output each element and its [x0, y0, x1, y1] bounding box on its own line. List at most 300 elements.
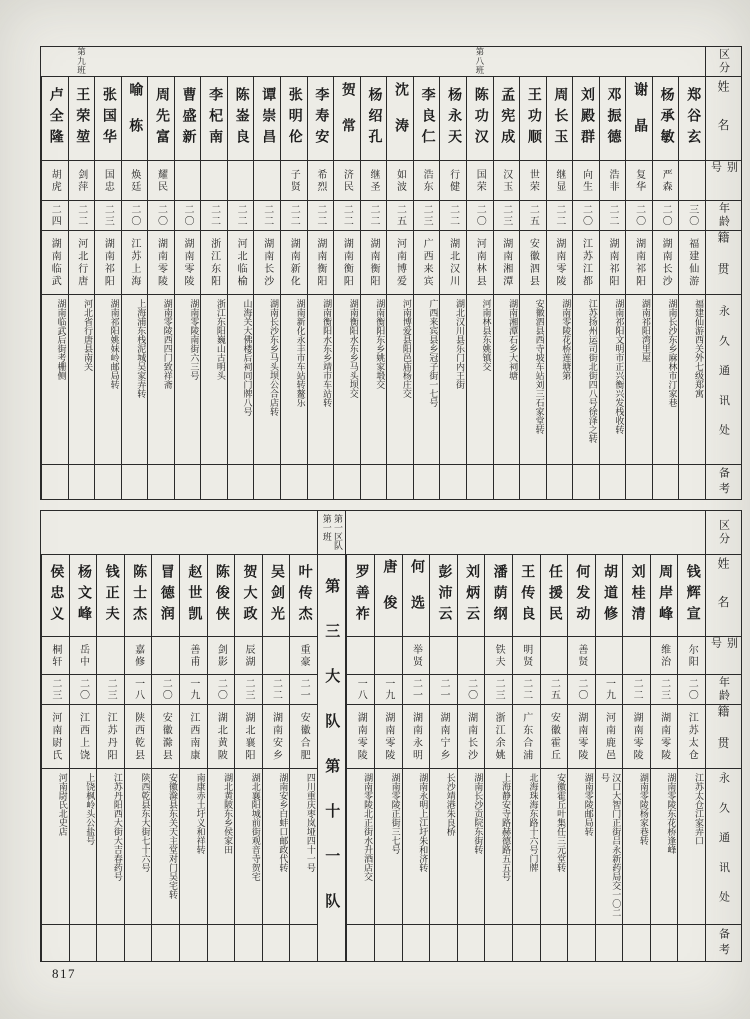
person-age: 二三 [94, 201, 121, 231]
person-name: 谭崇昌 [253, 77, 280, 161]
person-age: 一九 [179, 675, 207, 705]
person-note [595, 925, 623, 961]
person-column [69, 511, 97, 961]
person-age: 二三 [650, 675, 678, 705]
person-group-cell [262, 511, 290, 555]
person-name: 潘荫纲 [484, 555, 512, 637]
person-age: 二三 [234, 675, 262, 705]
person-address: 湖北黄陂东乡侯家田 [207, 769, 235, 925]
person-address: 北海珠海东路十六号门牌 [512, 769, 540, 925]
person-origin: 江苏丹阳 [96, 705, 124, 769]
person-name: 唐俊 [374, 555, 402, 637]
person-column [677, 511, 705, 961]
person-group-cell [650, 511, 678, 555]
person-group-cell [174, 47, 201, 77]
person-age: 二〇 [69, 675, 97, 705]
person-alias: 继圣 [360, 161, 387, 201]
row-label-qufen: 区分 [705, 511, 741, 555]
person-age: 二〇 [147, 201, 174, 231]
person-name: 钱正夫 [96, 555, 124, 637]
person-address: 上饶枫岭头公盐号 [69, 769, 97, 925]
person-note [402, 925, 430, 961]
person-name: 任援民 [540, 555, 568, 637]
person-group-cell [307, 47, 334, 77]
person-group-cell [457, 511, 485, 555]
person-name: 郑谷玄 [678, 77, 705, 161]
person-column [512, 511, 540, 961]
person-group-cell [280, 47, 307, 77]
person-age: 一八 [346, 675, 374, 705]
person-group-cell [599, 47, 626, 77]
person-group-cell [234, 511, 262, 555]
person-column [41, 511, 69, 961]
person-column [622, 511, 650, 961]
person-address: 安徽泗县西寺坡车站刘三石家堂转 [519, 295, 546, 465]
person-address: 长沙靖港朱良桥 [429, 769, 457, 925]
person-column [519, 47, 546, 499]
person-column [121, 47, 148, 499]
person-alias [429, 637, 457, 675]
person-address: 湖南零陵正街三七号 [374, 769, 402, 925]
person-age: 二五 [519, 201, 546, 231]
person-age: 二三 [41, 675, 69, 705]
person-note [374, 925, 402, 961]
person-note [307, 465, 334, 499]
person-age: 一八 [124, 675, 152, 705]
person-name: 陈俊侠 [207, 555, 235, 637]
person-age: 二三 [493, 201, 520, 231]
person-origin: 湖南祁阳 [94, 231, 121, 295]
person-age: 二二 [307, 201, 334, 231]
person-origin: 湖南湘潭 [493, 231, 520, 295]
person-alias [678, 161, 705, 201]
person-note [69, 925, 97, 961]
person-column [457, 511, 485, 961]
person-note [200, 465, 227, 499]
person-name: 李寿安 [307, 77, 334, 161]
person-origin: 浙江东阳 [200, 231, 227, 295]
person-name: 张国华 [94, 77, 121, 161]
row-label-origin: 籍贯 [705, 231, 741, 295]
person-columns-bottom [41, 511, 705, 961]
person-alias: 如波 [386, 161, 413, 201]
person-age: 二五 [386, 201, 413, 231]
person-alias: 嘉修 [124, 637, 152, 675]
person-alias: 胡虎 [41, 161, 68, 201]
person-note [650, 925, 678, 961]
person-name: 陈士杰 [124, 555, 152, 637]
person-name: 卢全隆 [41, 77, 68, 161]
person-group-cell [41, 511, 69, 555]
person-note [234, 925, 262, 961]
person-note [94, 465, 121, 499]
person-column [572, 47, 599, 499]
person-column [466, 47, 493, 499]
person-alias: 行健 [439, 161, 466, 201]
person-group-cell [96, 511, 124, 555]
person-alias [174, 161, 201, 201]
roster-table-top [40, 46, 742, 500]
person-name: 贺常 [333, 77, 360, 161]
person-origin: 江西上饶 [69, 705, 97, 769]
person-address: 安徽滁县东关天主堂对门吴宅转 [151, 769, 179, 925]
person-group-cell [69, 511, 97, 555]
person-address: 陕西乾县东大街七十六号 [124, 769, 152, 925]
person-origin: 湖北汉川 [439, 231, 466, 295]
person-alias [262, 637, 290, 675]
person-origin: 广西来宾 [413, 231, 440, 295]
row-label-age: 年龄 [705, 201, 741, 231]
person-name: 周岸峰 [650, 555, 678, 637]
person-origin: 湖南祁阳 [599, 231, 626, 295]
person-group-cell [151, 511, 179, 555]
row-label-address: 永久通讯处 [705, 769, 741, 925]
person-column [124, 511, 152, 961]
person-name: 王荣堃 [68, 77, 95, 161]
person-age: 二二 [546, 201, 573, 231]
person-note [41, 465, 68, 499]
person-name: 吴剑光 [262, 555, 290, 637]
person-group-cell [94, 47, 121, 77]
person-column [540, 511, 568, 961]
person-alias: 举贤 [402, 637, 430, 675]
person-note [512, 925, 540, 961]
person-group-cell [207, 511, 235, 555]
person-address: 湖南零陵邮局转 [567, 769, 595, 925]
unit-divider-title: 第三大队第十一队 [323, 578, 340, 938]
person-origin: 湖北襄阳 [234, 705, 262, 769]
person-age: 二〇 [652, 201, 679, 231]
person-column [346, 511, 374, 961]
person-group-cell [540, 511, 568, 555]
person-column [595, 511, 623, 961]
person-name: 沈涛 [386, 77, 413, 161]
person-column [484, 511, 512, 961]
person-group-cell [289, 511, 317, 555]
person-note [121, 465, 148, 499]
person-origin: 福建仙游 [678, 231, 705, 295]
person-group-cell [429, 511, 457, 555]
person-name: 赵世凯 [179, 555, 207, 637]
person-alias: 尔阳 [677, 637, 705, 675]
person-age: 二〇 [457, 675, 485, 705]
person-column [650, 511, 678, 961]
person-age: 二四 [41, 201, 68, 231]
person-column [493, 47, 520, 499]
person-group-cell: 第九班 [68, 47, 95, 77]
person-origin: 湖南祁阳 [625, 231, 652, 295]
person-name: 杨永天 [439, 77, 466, 161]
person-alias: 世荣 [519, 161, 546, 201]
person-alias: 继显 [546, 161, 573, 201]
person-group-cell [625, 47, 652, 77]
person-column [546, 47, 573, 499]
person-name: 侯忠义 [41, 555, 69, 637]
person-name: 陈功汉 [466, 77, 493, 161]
person-age: 二〇 [625, 201, 652, 231]
person-note [386, 465, 413, 499]
person-age: 二二 [227, 201, 254, 231]
person-origin: 湖南宁乡 [429, 705, 457, 769]
person-alias: 复华 [625, 161, 652, 201]
person-column [68, 47, 95, 499]
person-origin: 湖南安乡 [262, 705, 290, 769]
person-age: 二二 [280, 201, 307, 231]
person-column [234, 511, 262, 961]
person-alias: 剑萍 [68, 161, 95, 201]
row-label-origin: 籍贯 [705, 705, 741, 769]
person-name: 周长玉 [546, 77, 573, 161]
person-alias [457, 637, 485, 675]
person-address: 四川重庆枣岚垭四十一号 [289, 769, 317, 925]
person-note [622, 925, 650, 961]
row-label-alias: 别号 [705, 637, 741, 675]
person-age: 二三 [96, 675, 124, 705]
row-label-address: 永久通讯处 [705, 295, 741, 465]
person-group-cell [41, 47, 68, 77]
person-group-cell [200, 47, 227, 77]
person-note [572, 465, 599, 499]
person-address: 河北省行唐县南关 [68, 295, 95, 465]
unit-divider-section-label: 第一区队第一班 [318, 511, 346, 555]
person-group-cell [374, 511, 402, 555]
person-address: 湖南安乡白蚌口邮政代转 [262, 769, 290, 925]
person-note [429, 925, 457, 961]
person-column [280, 47, 307, 499]
person-note [546, 465, 573, 499]
person-note [346, 925, 374, 961]
person-origin: 河北临榆 [227, 231, 254, 295]
person-note [540, 925, 568, 961]
row-label-note: 备考 [705, 465, 741, 499]
person-group-cell [546, 47, 573, 77]
person-alias: 重豪 [289, 637, 317, 675]
person-alias: 希烈 [307, 161, 334, 201]
person-age: 二二 [622, 675, 650, 705]
person-origin: 湖南衡阳 [307, 231, 334, 295]
person-alias [346, 637, 374, 675]
person-group-cell: 第八班 [466, 47, 493, 77]
person-age: 二二 [262, 675, 290, 705]
person-name: 邓振德 [599, 77, 626, 161]
person-column [151, 511, 179, 961]
person-column [179, 511, 207, 961]
person-note [439, 465, 466, 499]
person-alias: 浩非 [599, 161, 626, 201]
person-name: 张明伦 [280, 77, 307, 161]
person-alias: 明贤 [512, 637, 540, 675]
person-alias: 焕廷 [121, 161, 148, 201]
person-origin: 安徽合肥 [289, 705, 317, 769]
person-origin: 湖南零陵 [147, 231, 174, 295]
person-name: 何选 [402, 555, 430, 637]
person-origin: 湖南衡阳 [360, 231, 387, 295]
person-note [262, 925, 290, 961]
person-column [625, 47, 652, 499]
person-group-cell [484, 511, 512, 555]
person-age: 一九 [374, 675, 402, 705]
person-address: 河南林县东姚镇交 [466, 295, 493, 465]
person-origin: 浙江余姚 [484, 705, 512, 769]
person-note [484, 925, 512, 961]
person-group-cell [519, 47, 546, 77]
person-age: 二一 [289, 675, 317, 705]
person-note [289, 925, 317, 961]
person-name: 杨绍孔 [360, 77, 387, 161]
person-age: 二〇 [121, 201, 148, 231]
person-alias: 济民 [333, 161, 360, 201]
person-group-cell [652, 47, 679, 77]
person-name: 冒德润 [151, 555, 179, 637]
person-group-cell [253, 47, 280, 77]
person-origin: 陕西乾县 [124, 705, 152, 769]
person-column [333, 47, 360, 499]
person-address: 湖南衡阳水东乡马头坝交 [333, 295, 360, 465]
person-alias: 国荣 [466, 161, 493, 201]
row-header-column-bottom [705, 511, 741, 961]
person-address: 湖南湘潭石乡大祠塘 [493, 295, 520, 465]
person-origin: 河南鹿邑 [595, 705, 623, 769]
row-label-name: 姓名 [705, 77, 741, 161]
person-note [466, 465, 493, 499]
person-note [96, 925, 124, 961]
person-column [262, 511, 290, 961]
person-address: 浙江东阳巍山古明头 [200, 295, 227, 465]
person-name: 喻栋 [121, 77, 148, 161]
person-address: 上海浦东栈泥城吴家弄转 [121, 295, 148, 465]
person-age: 二三 [484, 675, 512, 705]
person-alias [540, 637, 568, 675]
person-alias: 剑影 [207, 637, 235, 675]
person-address: 南康赤土圩义和祥转 [179, 769, 207, 925]
person-alias [151, 637, 179, 675]
person-group-cell [512, 511, 540, 555]
person-column [147, 47, 174, 499]
person-address: 湖南零陵南街六三号 [174, 295, 201, 465]
person-age: 二三 [413, 201, 440, 231]
person-address: 福建仙游西关外七级郑寓 [678, 295, 705, 465]
person-address: 湖南长沙东乡马头坝公合店转 [253, 295, 280, 465]
person-alias: 岳中 [69, 637, 97, 675]
person-age: 二二 [333, 201, 360, 231]
person-origin: 湖南临武 [41, 231, 68, 295]
person-name: 刘殿群 [572, 77, 599, 161]
person-alias: 善贤 [567, 637, 595, 675]
person-note [151, 925, 179, 961]
person-origin: 河北行唐 [68, 231, 95, 295]
person-group-cell [402, 511, 430, 555]
person-age: 二〇 [174, 201, 201, 231]
person-origin: 江西南康 [179, 705, 207, 769]
person-group-cell [179, 511, 207, 555]
person-note [625, 465, 652, 499]
person-origin: 广东合浦 [512, 705, 540, 769]
person-group-cell [147, 47, 174, 77]
person-alias: 维治 [650, 637, 678, 675]
person-origin: 江苏上海 [121, 231, 148, 295]
person-column [429, 511, 457, 961]
person-name: 罗善祚 [346, 555, 374, 637]
person-name: 刘炳云 [457, 555, 485, 637]
unit-divider-column [317, 511, 347, 961]
person-alias [200, 161, 227, 201]
person-address: 广西来宾县乡冠子街一七号 [413, 295, 440, 465]
person-group-cell [227, 47, 254, 77]
person-column [678, 47, 705, 499]
person-origin: 河南博爱 [386, 231, 413, 295]
person-group-cell [567, 511, 595, 555]
person-origin: 湖南零陵 [650, 705, 678, 769]
person-age: 三〇 [678, 201, 705, 231]
person-note [68, 465, 95, 499]
person-note [677, 925, 705, 961]
person-note [147, 465, 174, 499]
person-alias: 善甫 [179, 637, 207, 675]
person-origin: 湖南长沙 [253, 231, 280, 295]
person-note [41, 925, 69, 961]
person-address: 河南博爱县阳邑庙杨庄交 [386, 295, 413, 465]
person-address: 湖南零陵花桥莲塘第 [546, 295, 573, 465]
person-address: 湖南零陵西四门致祥斋 [147, 295, 174, 465]
person-origin: 江苏江都 [572, 231, 599, 295]
person-alias: 子贤 [280, 161, 307, 201]
person-column [207, 511, 235, 961]
person-origin: 湖南永明 [402, 705, 430, 769]
row-label-alias: 别号 [705, 161, 741, 201]
person-address: 山海关大佛楼后祠同门牌八号 [227, 295, 254, 465]
person-column [174, 47, 201, 499]
person-note [174, 465, 201, 499]
person-name: 杨文峰 [69, 555, 97, 637]
person-column [374, 511, 402, 961]
person-name: 贺大政 [234, 555, 262, 637]
person-alias: 国忠 [94, 161, 121, 201]
person-alias: 浩东 [413, 161, 440, 201]
person-address: 湖南临武后街考栅侧 [41, 295, 68, 465]
person-group-cell [622, 511, 650, 555]
person-column [360, 47, 387, 499]
person-group-cell [333, 47, 360, 77]
person-name: 孟宪成 [493, 77, 520, 161]
person-origin: 江苏太仓 [677, 705, 705, 769]
person-address: 湖南永明上江圩朱和济转 [402, 769, 430, 925]
person-group-cell [124, 511, 152, 555]
person-name: 李良仁 [413, 77, 440, 161]
person-column [567, 511, 595, 961]
person-age: 二一 [402, 675, 430, 705]
person-note [333, 465, 360, 499]
person-origin: 安徽霍丘 [540, 705, 568, 769]
person-origin: 湖南零陵 [567, 705, 595, 769]
row-label-qufen: 区分 [705, 47, 741, 77]
person-group-cell [678, 47, 705, 77]
person-group-cell [360, 47, 387, 77]
person-origin: 安徽泗县 [519, 231, 546, 295]
person-alias: 辰湖 [234, 637, 262, 675]
person-address: 湖南祁阳姚妹岭邮局转 [94, 295, 121, 465]
person-group-cell [677, 511, 705, 555]
person-origin: 湖南新化 [280, 231, 307, 295]
person-alias: 耀民 [147, 161, 174, 201]
person-name: 钱辉宣 [677, 555, 705, 637]
person-origin: 湖南零陵 [546, 231, 573, 295]
person-column [386, 47, 413, 499]
person-name: 叶传杰 [289, 555, 317, 637]
person-origin: 湖南长沙 [652, 231, 679, 295]
row-header-column-top [705, 47, 741, 499]
person-age: 二〇 [677, 675, 705, 705]
person-note [493, 465, 520, 499]
